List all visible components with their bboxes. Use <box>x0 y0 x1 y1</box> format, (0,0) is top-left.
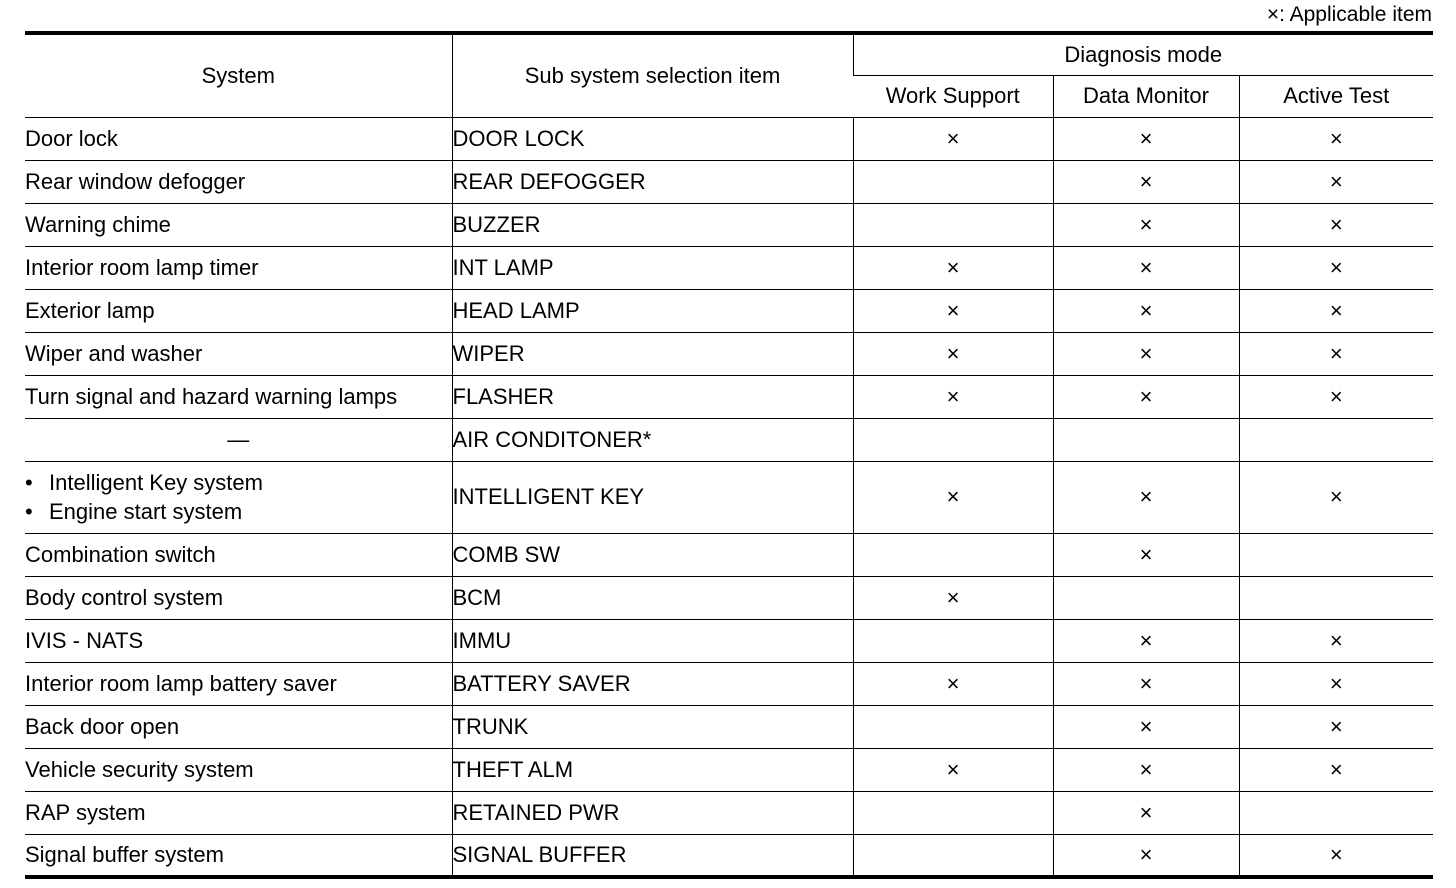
data-monitor-mark: × <box>1053 533 1239 576</box>
active-test-mark <box>1239 533 1433 576</box>
sub-system-cell: AIR CONDITONER* <box>452 418 853 461</box>
work-support-mark: × <box>853 332 1053 375</box>
sub-system-cell: HEAD LAMP <box>452 289 853 332</box>
sub-system-cell: DOOR LOCK <box>452 117 853 160</box>
sub-system-cell: TRUNK <box>452 705 853 748</box>
system-cell: Combination switch <box>25 533 452 576</box>
system-bullet-list <box>25 468 452 526</box>
header-sub-system: Sub system selection item <box>452 33 853 117</box>
work-support-mark: × <box>853 375 1053 418</box>
system-cell: Back door open <box>25 705 452 748</box>
work-support-mark <box>853 533 1053 576</box>
system-bullet-text: Intelligent Key system <box>49 470 263 495</box>
table-row <box>25 332 1433 375</box>
applicable-item-legend: ×: Applicable item <box>1266 3 1432 26</box>
work-support-mark <box>853 705 1053 748</box>
system-cell <box>25 461 452 533</box>
data-monitor-mark <box>1053 576 1239 619</box>
sub-system-cell: REAR DEFOGGER <box>452 160 853 203</box>
table-row <box>25 705 1433 748</box>
work-support-mark <box>853 203 1053 246</box>
bullet-icon: • <box>25 499 33 524</box>
data-monitor-mark: × <box>1053 246 1239 289</box>
system-cell: Rear window defogger <box>25 160 452 203</box>
table-row <box>25 160 1433 203</box>
header-work-support: Work Support <box>853 75 1053 117</box>
system-cell: — <box>25 418 452 461</box>
system-bullet-text: Engine start system <box>49 499 243 524</box>
active-test-mark: × <box>1239 748 1433 791</box>
active-test-mark: × <box>1239 662 1433 705</box>
active-test-mark <box>1239 576 1433 619</box>
system-cell: Interior room lamp battery saver <box>25 662 452 705</box>
system-cell: Door lock <box>25 117 452 160</box>
work-support-mark <box>853 834 1053 877</box>
work-support-mark <box>853 160 1053 203</box>
header-data-monitor: Data Monitor <box>1053 75 1239 117</box>
system-cell: Wiper and washer <box>25 332 452 375</box>
table-row <box>25 246 1433 289</box>
data-monitor-mark: × <box>1053 117 1239 160</box>
header-active-test: Active Test <box>1239 75 1433 117</box>
system-cell: Turn signal and hazard warning lamps <box>25 375 452 418</box>
table-row <box>25 418 1433 461</box>
data-monitor-mark: × <box>1053 332 1239 375</box>
active-test-mark <box>1239 418 1433 461</box>
data-monitor-mark: × <box>1053 160 1239 203</box>
sub-system-cell: FLASHER <box>452 375 853 418</box>
table-row <box>25 791 1433 834</box>
work-support-mark: × <box>853 246 1053 289</box>
sub-system-cell: SIGNAL BUFFER <box>452 834 853 877</box>
active-test-mark <box>1239 791 1433 834</box>
active-test-mark: × <box>1239 203 1433 246</box>
table-row <box>25 461 1433 533</box>
table-row <box>25 748 1433 791</box>
work-support-mark: × <box>853 461 1053 533</box>
system-cell: Warning chime <box>25 203 452 246</box>
diagnosis-mode-table <box>25 31 1433 879</box>
work-support-mark: × <box>853 662 1053 705</box>
active-test-mark: × <box>1239 246 1433 289</box>
system-cell: Body control system <box>25 576 452 619</box>
system-cell: Signal buffer system <box>25 834 452 877</box>
sub-system-cell: RETAINED PWR <box>452 791 853 834</box>
data-monitor-mark: × <box>1053 461 1239 533</box>
sub-system-cell: INT LAMP <box>452 246 853 289</box>
sub-system-cell: BUZZER <box>452 203 853 246</box>
system-cell: Interior room lamp timer <box>25 246 452 289</box>
system-cell: RAP system <box>25 791 452 834</box>
data-monitor-mark: × <box>1053 834 1239 877</box>
active-test-mark: × <box>1239 705 1433 748</box>
list-item <box>25 497 452 526</box>
active-test-mark: × <box>1239 834 1433 877</box>
sub-system-cell: BATTERY SAVER <box>452 662 853 705</box>
table-row <box>25 576 1433 619</box>
bullet-icon: • <box>25 470 33 495</box>
data-monitor-mark: × <box>1053 748 1239 791</box>
sub-system-cell: COMB SW <box>452 533 853 576</box>
header-diagnosis-mode: Diagnosis mode <box>853 33 1433 75</box>
table-row <box>25 203 1433 246</box>
active-test-mark: × <box>1239 332 1433 375</box>
system-cell: Exterior lamp <box>25 289 452 332</box>
work-support-mark: × <box>853 117 1053 160</box>
sub-system-cell: BCM <box>452 576 853 619</box>
active-test-mark: × <box>1239 160 1433 203</box>
table-row <box>25 289 1433 332</box>
work-support-mark: × <box>853 576 1053 619</box>
active-test-mark: × <box>1239 289 1433 332</box>
active-test-mark: × <box>1239 117 1433 160</box>
data-monitor-mark <box>1053 418 1239 461</box>
data-monitor-mark: × <box>1053 289 1239 332</box>
active-test-mark: × <box>1239 461 1433 533</box>
data-monitor-mark: × <box>1053 203 1239 246</box>
table-row <box>25 117 1433 160</box>
sub-system-cell: INTELLIGENT KEY <box>452 461 853 533</box>
work-support-mark <box>853 619 1053 662</box>
table-row <box>25 533 1433 576</box>
sub-system-cell: IMMU <box>452 619 853 662</box>
data-monitor-mark: × <box>1053 375 1239 418</box>
data-monitor-mark: × <box>1053 662 1239 705</box>
data-monitor-mark: × <box>1053 791 1239 834</box>
header-system: System <box>25 33 452 117</box>
sub-system-cell: WIPER <box>452 332 853 375</box>
table-row <box>25 662 1433 705</box>
active-test-mark: × <box>1239 619 1433 662</box>
data-monitor-mark: × <box>1053 619 1239 662</box>
data-monitor-mark: × <box>1053 705 1239 748</box>
work-support-mark <box>853 418 1053 461</box>
table-row <box>25 375 1433 418</box>
system-cell: IVIS - NATS <box>25 619 452 662</box>
work-support-mark <box>853 791 1053 834</box>
table-row <box>25 834 1433 877</box>
active-test-mark: × <box>1239 375 1433 418</box>
list-item <box>25 468 452 497</box>
sub-system-cell: THEFT ALM <box>452 748 853 791</box>
work-support-mark: × <box>853 289 1053 332</box>
system-cell: Vehicle security system <box>25 748 452 791</box>
table-row <box>25 619 1433 662</box>
work-support-mark: × <box>853 748 1053 791</box>
